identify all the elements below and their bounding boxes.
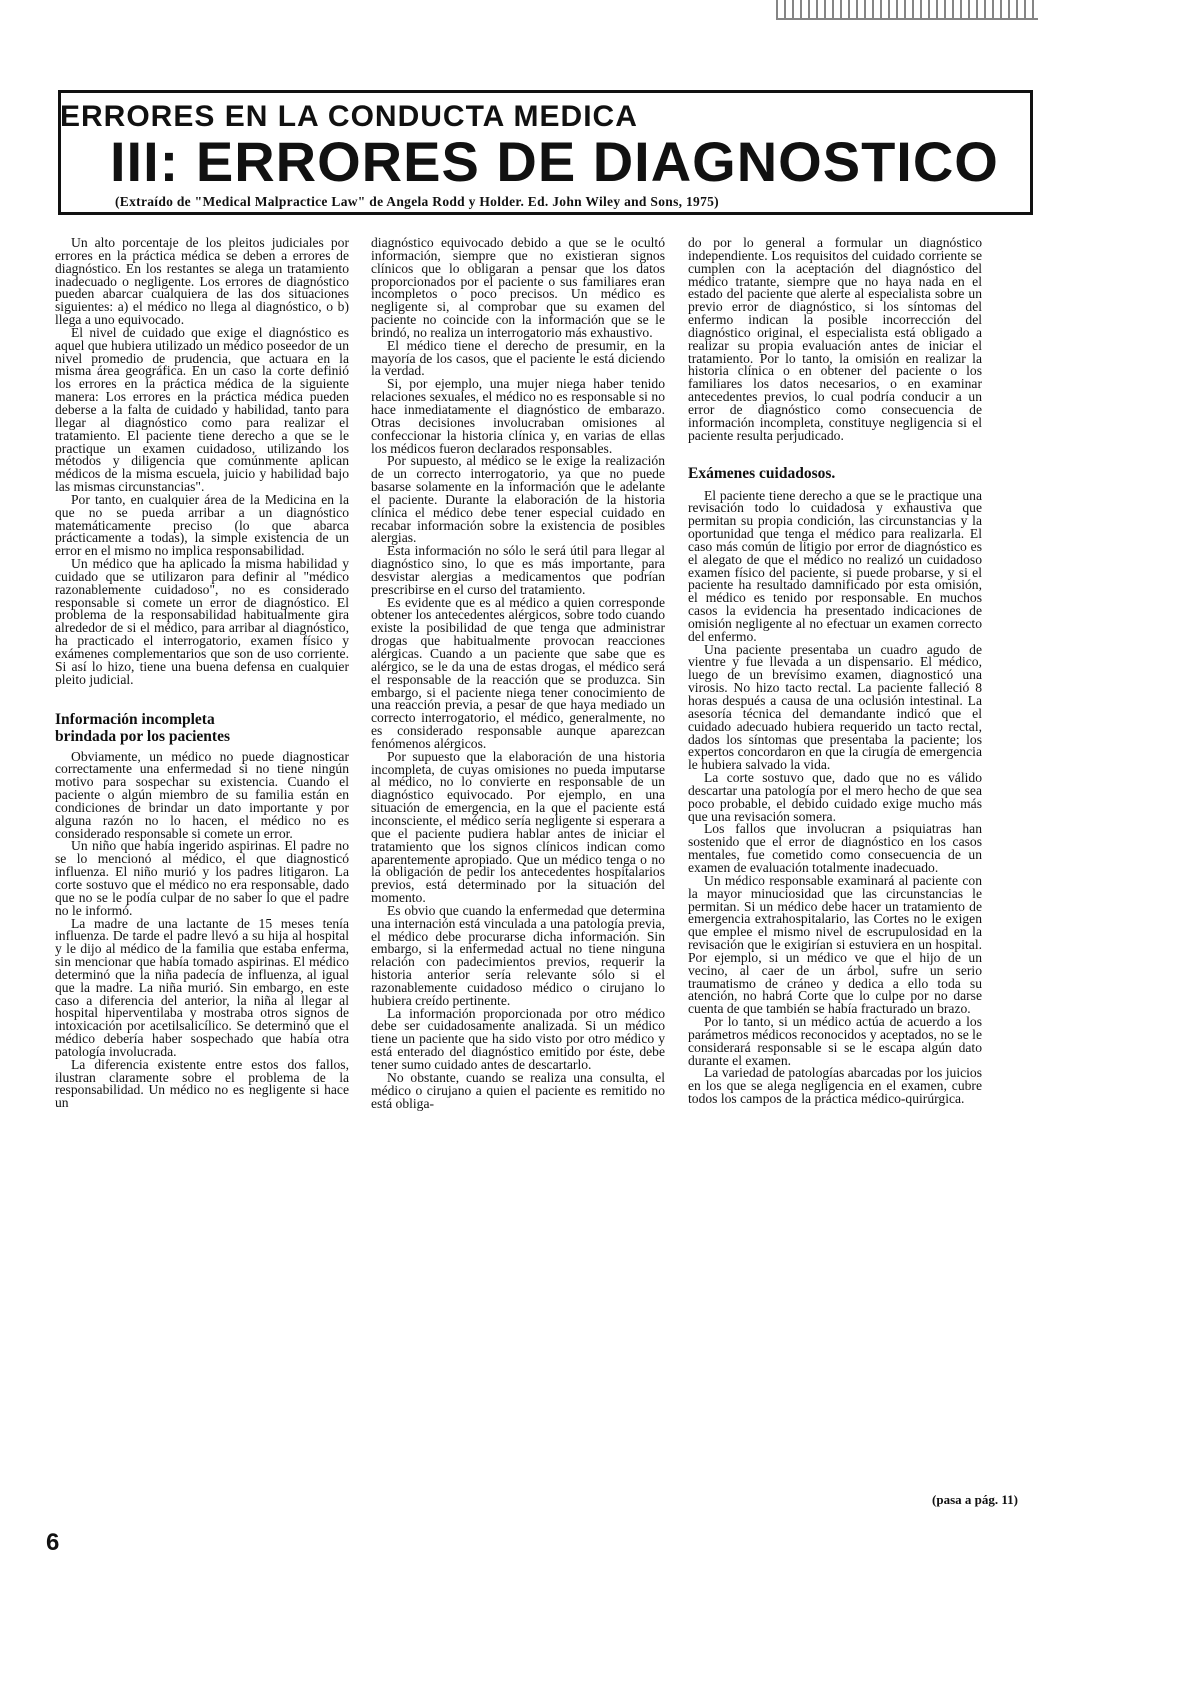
page-number: 6 <box>46 1529 60 1556</box>
paragraph: Un alto porcentaje de los pleitos judiciales por errores en la práctica médica se deben a errores de diagnóstico. En los restantes se alega un tratamiento inadecuado o negligente. Los errores de diagnóstico pueden abarcar cualquiera de las dos situaciones siguientes: a) el médico no llega al diagnóstico, o b) llega a uno equivocado. <box>55 235 349 328</box>
text-column-2 <box>371 237 665 1532</box>
paragraph: Por tanto, en cualquier área de la Medicina en la que no se pueda arribar a un diagnóstico matemáticamente preciso (lo que abarca prácticamente a todas), la simple existencia de un error en el mismo no implica responsabilidad. <box>55 491 349 559</box>
paragraph: La diferencia existente entre estos dos fallos, ilustran claramente sobre el problema de la responsabilidad. Un médico no es negligente si hace un <box>55 1056 349 1111</box>
paragraph: Los fallos que involucran a psiquiatras han sostenido que el error de diagnóstico en los casos mentales, fue cometido como consecuencia de un examen de evaluación totalmente inadecuado. <box>688 821 982 875</box>
section-heading-informacion-incompleta: Información incompleta brindada por los pacientes <box>55 710 230 745</box>
article-title: III: ERRORES DE DIAGNOSTICO <box>110 130 999 193</box>
paragraph: Por lo tanto, si un médico actúa de acuerdo a los parámetros médicos reconocidos y aceptados, no se le considerará responsable si se le escapa algún dato durante el examen. <box>688 1014 982 1068</box>
paragraph: La madre de una lactante de 15 meses tenía influenza. De tarde el padre llevó a su hija al hospital y le dijo al médico de la familia que estaba enferma, sin mencionar que había tomado aspirinas. El médico determinó que la niña padecía de influenza, al igual que la madre. La niña murió. Sin embargo, en este caso a diferencia del anterior, la niña al llegar al hospital hiperventilaba y mostraba otros signos de intoxicación por acetilsalicílico. Se determinó que el médico debería haber sospechado que había otra patología involucrada. <box>55 915 349 1059</box>
paragraph: La corte sostuvo que, dado que no es válido descartar una patología por el mero hecho de que sea poco probable, el debido cuidado exige mucho más que una revisación somera. <box>688 770 982 824</box>
article-kicker: ERRORES EN LA CONDUCTA MEDICA <box>60 100 638 133</box>
paragraph: do por lo general a formular un diagnóstico independiente. Los requisitos del cuidado corriente se cumplen con la aceptación del diagnóstico del médico tratante, siempre que no haya nada en el estado del paciente que alerte al especialista sobre un previo error de diagnóstico, si los síntomas del enfermo indican la posible incorrección del diagnóstico original, el especialista está obligado a realizar su propia evaluación antes de iniciar el tratamiento. Por lo tanto, la omisión en realizar la historia clínica o en obtener del paciente o los familiares los datos necesarios, o en examinar antecedentes previos, lo cual podría conducir a un error de diagnóstico como consecuencia de información incompleta, constituye negligencia si el paciente resulta perjudicado. <box>688 235 982 443</box>
paragraph: Un médico responsable examinará al paciente con la mayor minuciosidad que las circunstancias le permitan. Si un médico debe hacer un tratamiento de emergencia extrahospitalario, las Cortes no le exigen que emplee el mismo nivel de escrupulosidad en la revisación que le exigirían si estuviera en un hospital. Por ejemplo, si un médico ve que el hijo de un vecino, al caer de un árbol, sufre un serio traumatismo de cráneo y dedica a ello toda su atención, no habrá Corte que lo culpe por no darse cuenta de que también se había fracturado un brazo. <box>688 872 982 1017</box>
paragraph: Una paciente presentaba un cuadro agudo de vientre y fue llevada a un dispensario. El médico, luego de un brevísimo examen, diagnosticó una virosis. No hizo tacto rectal. La paciente falleció 8 horas después a causa de una oclusión intestinal. La asesoría técnica del demandante indicó que el cuidado adecuado hubiera requerido un tacto rectal, dados los síntomas que presentaba la paciente; los expertos concordaron en que la cirugía de emergencia le hubiera salvado la vida. <box>688 641 982 773</box>
paragraph: Por supuesto, al médico se le exige la realización de un correcto interrogatorio, ya que no puede basarse solamente en la información que le adelante el paciente. Durante la elaboración de la historia clínica el médico debe tener especial cuidado en recabar información sobre la existencia de posibles alergias. <box>371 453 665 546</box>
paragraph: Por supuesto que la elaboración de una historia incompleta, de cuyas omisiones no pueda imputarse al médico, no lo convierte en responsable de un diagnóstico equivocado. Por ejemplo, en una situación de emergencia, en la que el paciente está inconsciente, el médico sería negligente si esperara a que el paciente pudiera hablar antes de iniciar el tratamiento que los signos clínicos indican como aparentemente apropiado. Que un médico tenga o no la obligación de pedir los antecedentes hospitalarios previos, está determinado por la situación del momento. <box>371 748 665 906</box>
continued-note: (pasa a pág. 11) <box>932 1492 1018 1507</box>
paragraph: La información proporcionada por otro médico debe ser cuidadosamente analizada. Si un médico tiene un paciente que ha sido visto por otro médico y está enterado del diagnóstico emitido por éste, debe tener sumo cuidado antes de descartarlo. <box>371 1005 665 1072</box>
paragraph: Un niño que había ingerido aspirinas. El padre no se lo mencionó al médico, el que diagnosticó influenza. El niño murió y los padres litigaron. La corte sostuvo que el médico no era responsable, dado que no se le podía culpar de no saber lo que el padre no le informó. <box>55 838 349 918</box>
paragraph: diagnóstico equivocado debido a que se le ocultó información, siempre que no existieran signos clínicos que lo obligaran a pensar que los datos proporcionados por el paciente o sus familiares eran incompletos o poco precisos. Un médico es negligente si, al comprobar que su examen del paciente no coincide con la información que se le brindó, no realiza un interrogatorio más exhaustivo. <box>371 235 665 340</box>
paragraph: Si, por ejemplo, una mujer niega haber tenido relaciones sexuales, el médico no es responsable si no hace inmediatamente el diagnóstico de embarazo. Otras decisiones involucraban omisiones al confeccionar la historia clínica y, en varias de ellas los médicos fueron declarados responsables. <box>371 376 665 456</box>
paragraph: Un médico que ha aplicado la misma habilidad y cuidado que se utilizaron para definir al "médico razonablemente cuidadoso", no es considerado responsable si comete un error de diagnóstico. El problema de la responsabilidad habitualmente gira alrededor de si el médico, para arribar al diagnóstico, ha practicado el interrogatorio, examen físico y exámenes complementarios que son de uso corriente. Si así lo hizo, tiene una buena defensa en cualquier pleito judicial. <box>55 556 349 687</box>
header-rule <box>60 90 1028 93</box>
paragraph: Obviamente, un médico no puede diagnosticar correctamente una enfermedad si no tiene ningún motivo para sospechar su existencia. Cuando el paciente o algún miembro de su familia están en condiciones de brindar un dato importante y por alguna razón no lo hacen, el médico no es considerado responsable si comete un error. <box>55 748 349 841</box>
paragraph: El médico tiene el derecho de presumir, en la mayoría de los casos, que el paciente le está diciendo la verdad. <box>371 337 665 379</box>
paragraph: La variedad de patologías abarcadas por los juicios en los que se alega negligencia en el examen, cubre todos los campos de la práctica médico-quirúrgica. <box>688 1065 982 1107</box>
article-source: (Extraído de "Medical Malpractice Law" de Angela Rodd y Holder. Ed. John Wiley and Sons, 1975) <box>115 194 719 209</box>
scan-corner-mark <box>776 0 1038 20</box>
paragraph: El paciente tiene derecho a que se le practique una revisación todo lo cuidadosa y exhaustiva que permitan su propia condición, las circunstancias y la oportunidad que tenga el médico para realizarla. El caso más común de litigio por error de diagnóstico es el alegato de que el médico no realizó un cuidadoso examen físico del paciente, si puede probarse, y si el paciente ha resultado damnificado por esta omisión, el médico es tenido por responsable. En muchos casos la evidencia ha presentado indicaciones de omisión negligente al no efectuar un examen correcto del enfermo. <box>688 487 982 644</box>
section-heading-examenes-cuidadosos: Exámenes cuidadosos. <box>688 464 836 482</box>
text-column-1 <box>55 237 349 1487</box>
text-column-3 <box>688 237 982 1517</box>
paragraph: El nivel de cuidado que exige el diagnóstico es aquel que hubiera utilizado un médico poseedor de un nivel promedio de prudencia, que actuara en la misma área geográfica. En un caso la corte definió los errores en la práctica médica de la siguiente manera: Los errores en la práctica médica pueden deberse a la falta de cuidado y habilidad, tanto para llegar al diagnóstico como para realizar el tratamiento. El paciente tiene derecho a que se le practique un examen cuidadoso, utilizando los métodos y diligencia que comúnmente aplican médicos de la misma escuela, juicio y habilidad bajo las mismas circunstancias". <box>55 324 349 495</box>
paragraph: No obstante, cuando se realiza una consulta, el médico o cirujano a quien el paciente es remitido no está obliga- <box>371 1069 665 1111</box>
paragraph: Esta información no sólo le será útil para llegar al diagnóstico sino, lo que es más importante, para desvistar alergias a medicamentos que podrían prescribirse en el curso del tratamiento. <box>371 543 665 597</box>
paragraph: Es obvio que cuando la enfermedad que determina una internación está vinculada a una patología previa, el médico debe procurarse dicha información. Sin embargo, si la enfermedad actual no tiene ninguna relación con padecimientos previos, requerir la historia anterior sería relevante sólo si el razonablemente cuidadoso médico o cirujano lo hubiera creído pertinente. <box>371 902 665 1008</box>
paragraph: Es evidente que es al médico a quien corresponde obtener los antecedentes alérgicos, sobre todo cuando existe la posibilidad de que tenga que administrar drogas que habitualmente provocan reacciones alérgicas. Cuando a un paciente que sabe que es alérgico, se le da una de estas drogas, el médico será el responsable de la reacción que se produzca. Sin embargo, si el paciente niega tener conocimiento de una reacción previa, a pesar de que haya mediado un correcto interrogatorio, el médico, generalmente, no es considerado responsable aunque aparezcan fenómenos alérgicos. <box>371 594 665 751</box>
